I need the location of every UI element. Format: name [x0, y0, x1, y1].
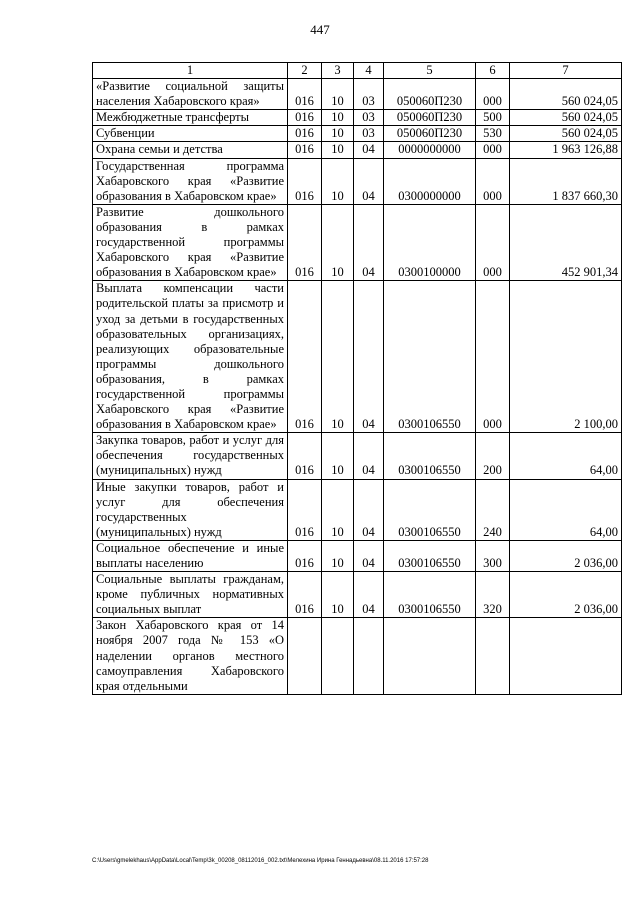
row-ministry-code: 016	[288, 110, 322, 126]
row-expense-type: 200	[476, 433, 510, 479]
row-section-code: 10	[322, 540, 354, 571]
row-amount: 1 963 126,88	[510, 142, 622, 158]
row-amount: 2 036,00	[510, 540, 622, 571]
row-target-code: 0300106550	[384, 540, 476, 571]
row-section-code: 10	[322, 158, 354, 204]
row-expense-type: 500	[476, 110, 510, 126]
row-ministry-code: 016	[288, 79, 322, 110]
row-amount: 560 024,05	[510, 79, 622, 110]
row-expense-type: 000	[476, 142, 510, 158]
row-amount: 64,00	[510, 433, 622, 479]
header-col-1: 1	[93, 63, 288, 79]
row-subsection-code: 04	[354, 540, 384, 571]
row-subsection-code: 03	[354, 79, 384, 110]
row-amount: 2 036,00	[510, 572, 622, 618]
row-name: Социальные выплаты гражданам, кроме публичных нормативных социальных выплат	[93, 572, 288, 618]
row-name: Охрана семьи и детства	[93, 142, 288, 158]
row-target-code: 0300106550	[384, 572, 476, 618]
row-expense-type: 240	[476, 479, 510, 540]
row-expense-type: 000	[476, 204, 510, 280]
row-ministry-code: 016	[288, 204, 322, 280]
budget-table	[92, 62, 622, 695]
row-target-code: 050060П230	[384, 110, 476, 126]
row-name: Выплата компенсации части родительской платы за присмотр и уход за детьми в государственных образовательных организациях, реализующих образовательные программы дошкольного образования, в рамках государственной программы Хабаровского края «Развитие образования в Хабаровском крае»	[93, 281, 288, 433]
row-ministry-code: 016	[288, 281, 322, 433]
row-target-code: 050060П230	[384, 79, 476, 110]
header-col-2: 2	[288, 63, 322, 79]
row-section-code	[322, 618, 354, 694]
row-ministry-code: 016	[288, 158, 322, 204]
row-target-code: 0000000000	[384, 142, 476, 158]
row-name: Закупка товаров, работ и услуг для обеспечения государственных (муниципальных) нужд	[93, 433, 288, 479]
row-ministry-code: 016	[288, 479, 322, 540]
header-col-3: 3	[322, 63, 354, 79]
row-target-code: 0300000000	[384, 158, 476, 204]
page-number: 447	[310, 22, 330, 37]
row-target-code: 0300106550	[384, 479, 476, 540]
row-section-code: 10	[322, 142, 354, 158]
row-target-code: 050060П230	[384, 126, 476, 142]
row-section-code: 10	[322, 479, 354, 540]
row-ministry-code: 016	[288, 540, 322, 571]
row-name: Иные закупки товаров, работ и услуг для обеспечения государственных (муниципальных) нужд	[93, 479, 288, 540]
row-subsection-code: 04	[354, 204, 384, 280]
row-target-code: 0300106550	[384, 281, 476, 433]
row-amount	[510, 618, 622, 694]
row-subsection-code: 04	[354, 281, 384, 433]
header-col-6: 6	[476, 63, 510, 79]
row-subsection-code: 04	[354, 433, 384, 479]
row-section-code: 10	[322, 204, 354, 280]
table-row	[93, 204, 622, 280]
row-section-code: 10	[322, 126, 354, 142]
row-subsection-code: 03	[354, 126, 384, 142]
row-expense-type: 000	[476, 281, 510, 433]
row-ministry-code: 016	[288, 126, 322, 142]
row-amount: 560 024,05	[510, 110, 622, 126]
row-subsection-code: 04	[354, 158, 384, 204]
table-row	[93, 126, 622, 142]
row-amount: 1 837 660,30	[510, 158, 622, 204]
row-section-code: 10	[322, 572, 354, 618]
row-name: Закон Хабаровского края от 14 ноября 2007 года № 153 «О наделении органов местного самоуправления Хабаровского края отдельными	[93, 618, 288, 694]
row-expense-type	[476, 618, 510, 694]
row-name: «Развитие социальной защиты населения Хабаровского края»	[93, 79, 288, 110]
row-section-code: 10	[322, 110, 354, 126]
table-row	[93, 142, 622, 158]
header-col-4: 4	[354, 63, 384, 79]
row-name: Развитие дошкольного образования в рамках государственной программы Хабаровского края «Развитие образования в Хабаровском крае»	[93, 204, 288, 280]
row-expense-type: 320	[476, 572, 510, 618]
row-section-code: 10	[322, 281, 354, 433]
table-row	[93, 281, 622, 433]
row-ministry-code: 016	[288, 572, 322, 618]
table-row	[93, 110, 622, 126]
row-subsection-code: 04	[354, 142, 384, 158]
row-amount: 452 901,34	[510, 204, 622, 280]
row-subsection-code: 04	[354, 572, 384, 618]
table-row	[93, 79, 622, 110]
table-row	[93, 618, 622, 694]
table-row	[93, 540, 622, 571]
table-row	[93, 433, 622, 479]
row-name: Государственная программа Хабаровского края «Развитие образования в Хабаровском крае»	[93, 158, 288, 204]
row-amount: 2 100,00	[510, 281, 622, 433]
row-expense-type: 530	[476, 126, 510, 142]
row-name: Социальное обеспечение и иные выплаты населению	[93, 540, 288, 571]
row-ministry-code	[288, 618, 322, 694]
table-row	[93, 158, 622, 204]
row-section-code: 10	[322, 79, 354, 110]
row-expense-type: 000	[476, 79, 510, 110]
table-row	[93, 572, 622, 618]
file-path-footer: C:\Users\gmelekhaus\AppData\Local\Temp\3k_00208_08112016_002.txt\Мелехина Ирина Геннадьевна\08.11.2016 17:57:28	[92, 858, 429, 864]
header-col-5: 5	[384, 63, 476, 79]
row-name: Субвенции	[93, 126, 288, 142]
row-target-code: 0300100000	[384, 204, 476, 280]
header-row	[93, 63, 622, 79]
row-expense-type: 000	[476, 158, 510, 204]
row-amount: 64,00	[510, 479, 622, 540]
row-amount: 560 024,05	[510, 126, 622, 142]
table-row	[93, 479, 622, 540]
row-ministry-code: 016	[288, 142, 322, 158]
row-name: Межбюджетные трансферты	[93, 110, 288, 126]
row-expense-type: 300	[476, 540, 510, 571]
header-col-7: 7	[510, 63, 622, 79]
row-subsection-code	[354, 618, 384, 694]
row-section-code: 10	[322, 433, 354, 479]
row-ministry-code: 016	[288, 433, 322, 479]
row-subsection-code: 04	[354, 479, 384, 540]
row-target-code: 0300106550	[384, 433, 476, 479]
row-target-code	[384, 618, 476, 694]
row-subsection-code: 03	[354, 110, 384, 126]
